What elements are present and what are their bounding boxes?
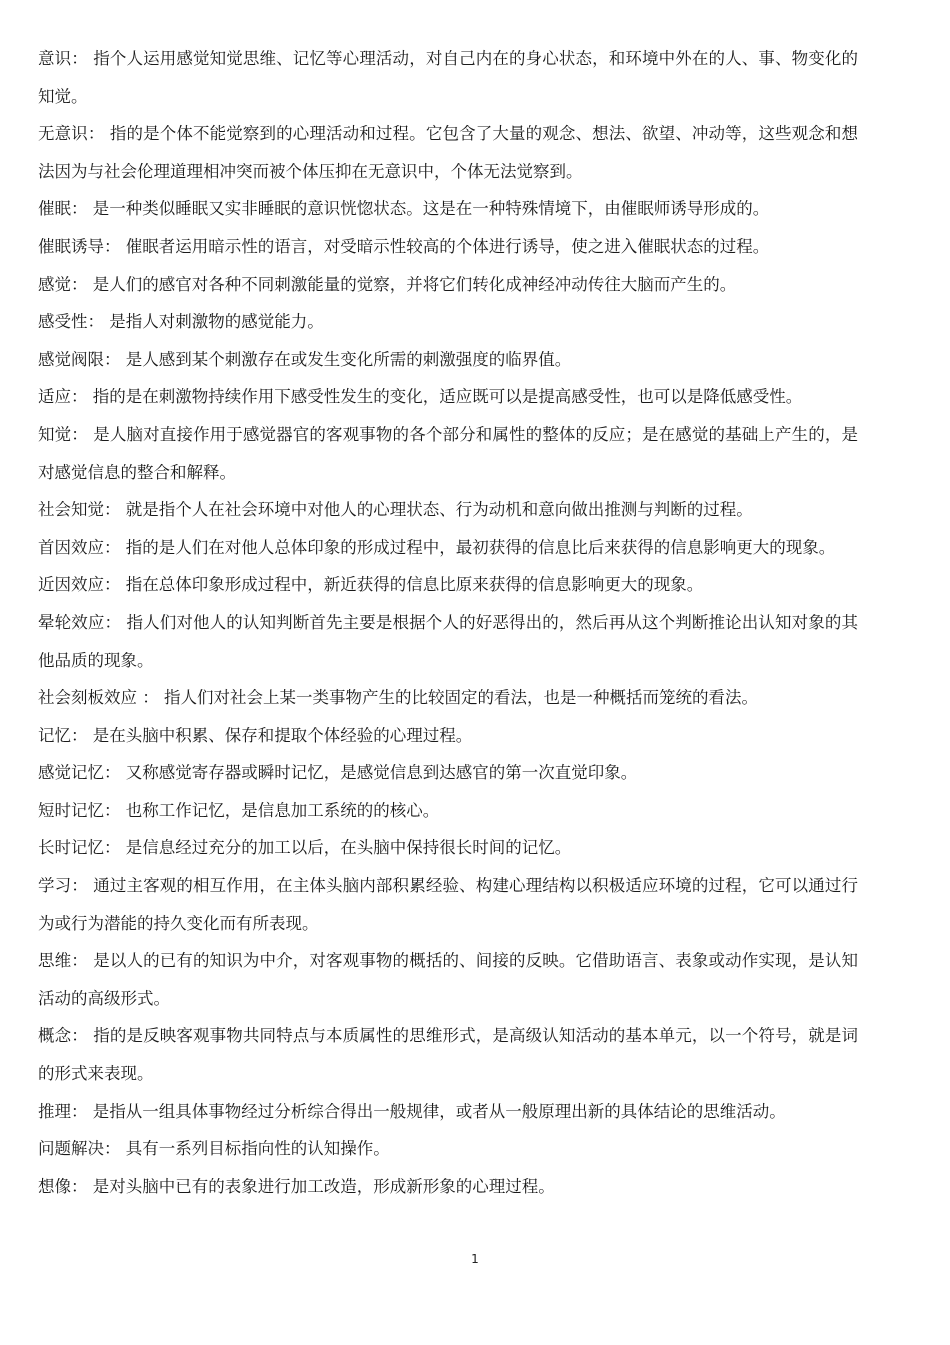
- definition-entry: [38, 529, 858, 567]
- definition-term: 知觉：: [38, 424, 88, 444]
- definition-text: 是指从一组具体事物经过分析综合得出一般规律，或者从一般原理出新的具体结论的思维活动。: [92, 1101, 786, 1121]
- definition-text: 是人脑对直接作用于感觉器官的客观事物的各个部分和属性的整体的反应；是在感觉的基础上产生的，是对感觉信息的整合和解释。: [38, 424, 859, 482]
- definition-term: 社会知觉：: [38, 500, 121, 520]
- definition-entry: [38, 1017, 858, 1092]
- definition-entry: [38, 115, 858, 190]
- definition-entry: [38, 190, 858, 228]
- definition-term: 首因效应：: [38, 537, 121, 557]
- definition-term: 感觉：: [38, 274, 88, 294]
- definition-entry: [38, 679, 858, 717]
- definition-term: 感觉阀限：: [38, 349, 121, 369]
- definition-term: 感受性：: [38, 312, 104, 332]
- definition-term: 推理：: [38, 1101, 88, 1121]
- definition-term: 记忆：: [38, 725, 88, 745]
- definition-entry: [38, 867, 858, 942]
- definition-entry: [38, 942, 858, 1017]
- definition-term: 长时记忆：: [38, 838, 121, 858]
- definition-text: 指的是人们在对他人总体印象的形成过程中，最初获得的信息比后来获得的信息影响更大的现象。: [125, 537, 836, 557]
- definition-term: 无意识：: [38, 124, 105, 144]
- definition-text: 通过主客观的相互作用，在主体头脑内部积累经验、构建心理结构以积极适应环境的过程，它可以通过行为或行为潜能的持久变化而有所表现。: [38, 876, 859, 933]
- definition-term: 意识：: [38, 49, 88, 68]
- definition-entry: [38, 341, 858, 379]
- definition-entry: [38, 416, 858, 491]
- definition-text: 是信息经过充分的加工以后，在头脑中保持很长时间的记忆。: [125, 838, 572, 858]
- definition-term: 想像：: [38, 1176, 88, 1196]
- definition-term: 适应：: [38, 387, 88, 407]
- definition-term: 概念：: [38, 1026, 88, 1046]
- definition-text: 是一种类似睡眠又实非睡眠的意识恍惚状态。这是在一种特殊情境下，由催眠师诱导形成的。: [92, 199, 770, 219]
- definition-term: 近因效应：: [38, 575, 121, 595]
- definition-text: 是指人对刺激物的感觉能力。: [109, 312, 324, 332]
- definition-text: 是对头脑中已有的表象进行加工改造，形成新形象的心理过程。: [92, 1176, 555, 1196]
- definition-entry: [38, 754, 858, 792]
- definition-text: 指人们对社会上某一类事物产生的比较固定的看法，也是一种概括而笼统的看法。: [164, 688, 758, 708]
- definition-text: 指的是在刺激物持续作用下感受性发生的变化，适应既可以是提高感受性，也可以是降低感受性。: [92, 387, 803, 407]
- definition-text: 又称感觉寄存器或瞬时记忆，是感觉信息到达感官的第一次直觉印象。: [125, 763, 638, 783]
- definition-entry: [38, 1093, 858, 1131]
- definition-term: 催眠：: [38, 199, 88, 219]
- definition-term: 短时记忆：: [38, 800, 121, 820]
- definition-text: 是以人的已有的知识为中介，对客观事物的概括的、间接的反映。它借助语言、表象或动作实现，是认知活动的高级形式。: [38, 951, 859, 1008]
- definition-entry: [38, 228, 858, 266]
- definition-text: 指人们对他人的认知判断首先主要是根据个人的好恶得出的，然后再从这个判断推论出认知对象的其他品质的现象。: [38, 612, 859, 670]
- definition-entry: [38, 40, 858, 115]
- definition-term: 学习：: [38, 876, 88, 896]
- definition-text: 指个人运用感觉知觉思维、记忆等心理活动，对自己内在的身心状态，和环境中外在的人、事、物变化的知觉。: [38, 49, 859, 106]
- definition-text: 是人感到某个刺激存在或发生变化所需的刺激强度的临界值。: [125, 349, 572, 369]
- definition-entry: [38, 378, 858, 416]
- definition-term: 催眠诱导：: [38, 236, 121, 256]
- definition-entry: [38, 1130, 858, 1168]
- definition-text: 催眠者运用暗示性的语言，对受暗示性较高的个体进行诱导，使之进入催眠状态的过程。: [125, 236, 770, 256]
- definition-term: 思维：: [38, 951, 88, 971]
- definition-text: 指的是个体不能觉察到的心理活动和过程。它包含了大量的观念、想法、欲望、冲动等，这些观念和想法因为与社会伦理道理相冲突而被个体压抑在无意识中，个体无法觉察到。: [38, 124, 859, 181]
- definition-entry: [38, 566, 858, 604]
- definition-text: 也称工作记忆，是信息加工系统的的核心。: [125, 800, 440, 820]
- definition-term: 晕轮效应：: [38, 612, 122, 632]
- definition-entry: [38, 717, 858, 755]
- definition-text: 就是指个人在社会环境中对他人的心理状态、行为动机和意向做出推测与判断的过程。: [125, 500, 753, 520]
- definition-text: 指的是反映客观事物共同特点与本质属性的思维形式，是高级认知活动的基本单元，以一个符号，就是词的形式来表现。: [38, 1026, 859, 1084]
- definition-list: [38, 40, 858, 1205]
- definition-entry: [38, 491, 858, 529]
- definition-entry: [38, 303, 858, 341]
- definition-entry: [38, 266, 858, 304]
- definition-text: 指在总体印象形成过程中，新近获得的信息比原来获得的信息影响更大的现象。: [125, 575, 704, 595]
- definition-entry: [38, 1168, 858, 1206]
- definition-term: 问题解决：: [38, 1139, 121, 1159]
- definition-text: 是在头脑中积累、保存和提取个体经验的心理过程。: [92, 725, 473, 745]
- definition-entry: [38, 829, 858, 867]
- definition-term: 感觉记忆：: [38, 763, 121, 783]
- definition-entry: [38, 792, 858, 830]
- definition-term: 社会刻板效应 ：: [38, 688, 159, 708]
- page-number: 1: [471, 1252, 479, 1266]
- definition-entry: [38, 604, 858, 679]
- definition-text: 具有一系列目标指向性的认知操作。: [125, 1139, 390, 1159]
- definition-text: 是人们的感官对各种不同刺激能量的觉察，并将它们转化成神经冲动传往大脑而产生的。: [92, 274, 737, 294]
